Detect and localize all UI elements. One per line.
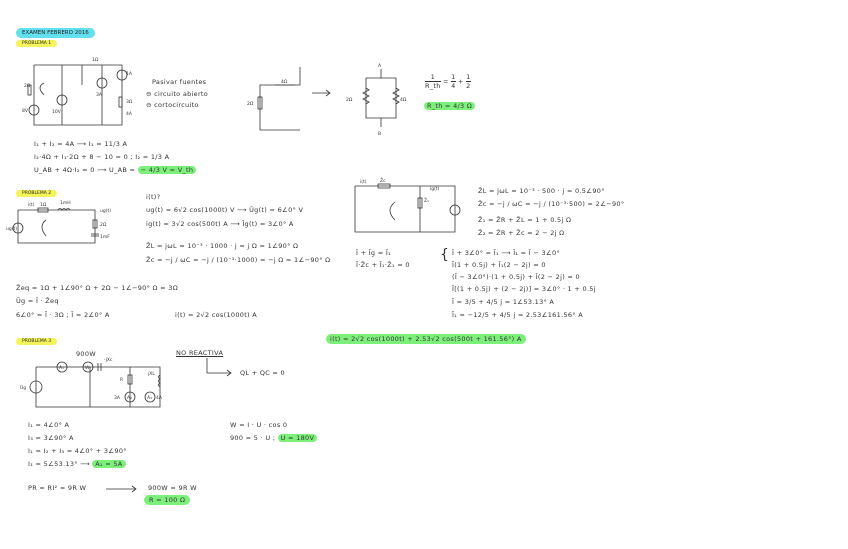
p3-a3-highlight: A₁ = 5A	[92, 460, 125, 468]
svg-text:ig(t): ig(t)	[430, 187, 440, 192]
svg-text:4A: 4A	[126, 112, 132, 117]
p3-power: 900W	[76, 350, 97, 358]
p2-zl2: Z̄L = jωL = 10⁻³ · 500 · j = 0.5∠90°	[478, 187, 605, 195]
rth-frac-a	[451, 73, 455, 90]
svg-text:jXL: jXL	[148, 372, 155, 377]
p3-i3: I₃ = 3∠90° A	[28, 434, 74, 442]
svg-text:i(t): i(t)	[28, 203, 35, 208]
p1-eq3	[34, 166, 196, 174]
svg-text:Ūg: Ūg	[20, 386, 27, 391]
p2-z2: Z̄₂ = Z̄R + Z̄c = 2 − 2j Ω	[478, 229, 565, 237]
p2-ug-eq: Ūg = Ī · Z̄eq	[16, 297, 59, 305]
p3-r-highlight: R = 100 Ω	[144, 495, 190, 505]
rth-result-highlight: R_th = 4/3 Ω	[424, 102, 475, 110]
mesh-arrow-icon	[390, 202, 395, 220]
p3-i1: I₁ = 4∠0° A	[28, 421, 70, 429]
p1-eq2: I₂·4Ω + I₁·2Ω + 8 − 10 = 0 ; I₂ = 1/3 A	[34, 153, 170, 161]
rth-frac-b	[466, 73, 470, 90]
p2-solve: 6∠0° = Ī · 3Ω ; Ī = 2∠0° A	[16, 311, 110, 319]
svg-text:A: A	[378, 64, 382, 69]
p3-ires-text: I₁ = 5∠53.13°	[28, 460, 78, 468]
rth-frac-a-num: 1	[451, 73, 456, 81]
svg-text:1Ω: 1Ω	[40, 203, 47, 208]
rth-frac-a-den: 4	[451, 82, 456, 90]
svg-text:W: W	[85, 366, 90, 371]
svg-text:3A: 3A	[96, 93, 102, 98]
svg-text:10V: 10V	[52, 110, 61, 115]
svg-text:4A: 4A	[156, 396, 162, 401]
rth-frac-b-den: 2	[466, 82, 471, 90]
svg-text:4Ω: 4Ω	[400, 98, 407, 103]
svg-text:1mF: 1mF	[100, 235, 110, 240]
svg-text:A₃: A₃	[147, 396, 152, 401]
p3-ires: I₁ = 5∠53.13° ⟶ A₁ = 5A	[28, 460, 126, 468]
p1-steps-label: Pasivar fuentes	[152, 78, 207, 86]
svg-text:1mH: 1mH	[60, 201, 71, 206]
rth-plus-sign: +	[457, 77, 464, 86]
p3-circuit	[20, 355, 170, 415]
p2-circuit-1	[6, 198, 111, 248]
svg-text:4Ω: 4Ω	[281, 80, 288, 85]
p2-given-t0: i(t)?	[146, 193, 161, 201]
p1-parallel-resistors	[346, 63, 411, 138]
svg-text:2Ω: 2Ω	[346, 98, 353, 103]
svg-text:-jXc: -jXc	[104, 358, 113, 363]
circled-minus-icon: ⊖	[146, 101, 152, 109]
p2-kvl: Ī·Z̄c + Ī₁·Z̄₁ = 0	[356, 261, 410, 269]
p1-eq3-text: U_AB + 4Ω·I₂ = 0 ⟶ U_AB =	[34, 166, 136, 174]
p1-eq1: I₁ + I₂ = 4A ⟶ I₁ = 11/3 A	[34, 140, 128, 148]
p2-zl1: Z̄L = jωL = 10⁻³ · 1000 · j = j Ω = 1∠90° Ω	[146, 242, 299, 250]
svg-text:A₂: A₂	[127, 396, 132, 401]
problem-3-label: PROBLEMA 3	[16, 338, 57, 345]
problem-2-label: PROBLEMA 2	[16, 190, 57, 197]
p1-vth-highlight: − 4/3 V = V_th	[138, 166, 197, 174]
exam-title: EXAMEN FEBRERO 2016	[16, 28, 95, 38]
rth-frac-b-num: 1	[466, 73, 471, 81]
p1-step-open	[146, 90, 208, 98]
rth-lhs	[425, 73, 441, 90]
p2-final-highlight: i(t) = 2√2 cos(1000t) + 2.53√2 cos(500t + 161.56°) A	[326, 334, 526, 344]
svg-text:A₁: A₁	[59, 366, 64, 371]
circled-minus-icon: ⊖	[146, 90, 152, 98]
svg-text:i(t): i(t)	[360, 180, 367, 185]
p1-passive-circuit	[247, 65, 305, 135]
svg-text:Z̄₁: Z̄₁	[424, 199, 429, 204]
p1-step-short-text: cortocircuito	[154, 101, 199, 109]
p2-sys4: Ī[(1 + 0.5j) + (2 − 2j)] = 3∠0° · 1 + 0.5j	[452, 285, 596, 293]
problem-1-label: PROBLEMA 1	[16, 40, 57, 47]
p1-rth-formula	[425, 73, 471, 90]
p2-z1: Z̄₁ = Z̄R + Z̄L = 1 + 0.5j Ω	[478, 216, 572, 224]
p2-zc2: Z̄c = −j / ωC = −j / (10⁻³·500) = 2∠−90°	[478, 200, 625, 208]
p3-no-reactiva: NO REACTIVA	[176, 349, 224, 357]
svg-text:2Ω: 2Ω	[247, 102, 254, 107]
rth-lhs-den: R_th	[425, 82, 441, 90]
rth-lhs-num: 1	[425, 73, 441, 82]
svg-text:3A: 3A	[114, 396, 120, 401]
p3-w-eq: W = I · U · cos 0	[230, 421, 288, 429]
p3-w-num-text: 900 = 5 · U ;	[230, 434, 276, 442]
p1-rth-result	[424, 102, 475, 110]
p1-step-short	[146, 101, 199, 109]
mesh-arrow-icon	[42, 220, 46, 236]
rth-eq-sign: =	[443, 77, 449, 86]
arrow-right-icon	[312, 90, 332, 96]
svg-text:ug(t): ug(t)	[100, 209, 111, 214]
p2-given-ug: ug(t) = 6√2 cos(1000t) V ⟶ Ūg(t) = 6∠0° V	[146, 206, 304, 214]
svg-text:2Ω: 2Ω	[100, 223, 107, 228]
p2-zeq: Z̄eq = 1Ω + 1∠90° Ω + 2Ω − 1∠−90° Ω = 3Ω	[16, 284, 178, 292]
mesh-arrow-icon	[40, 83, 44, 95]
p2-sys6: Ī₁ = −12/5 + 4/5 j = 2.53∠161.56° A	[452, 311, 583, 319]
p3-isum: I₁ = I₂ + I₃ = 4∠0° + 3∠90°	[28, 447, 127, 455]
p3-pr-eq2: 900W = 9R W	[148, 484, 197, 492]
p2-solve-i: i(t) = 2√2 cos(1000t) A	[175, 311, 257, 319]
p2-sys5: Ī = 3/5 + 4/5 j = 1∠53.13° A	[452, 298, 555, 306]
p2-kcl: Ī + Īg = Ī₁	[356, 249, 391, 257]
p3-pr-eq: PR = RI² = 9R W	[28, 484, 87, 492]
p2-circuit-2	[350, 180, 460, 240]
arrow-down-right-icon	[205, 358, 235, 378]
p2-sys1: Ī + 3∠0° = Ī₁ ⟶ Ī₁ = Ī − 3∠0°	[452, 249, 561, 257]
p2-sys-brace: {	[440, 247, 450, 263]
svg-text:ug(t): ug(t)	[6, 227, 17, 232]
p3-u-highlight: U = 180V	[278, 434, 318, 442]
p2-sys3: (Ī − 3∠0°)·(1 + 0.5j) + Ī(2 − 2j) = 0	[452, 273, 580, 281]
svg-text:2Ω: 2Ω	[24, 84, 31, 89]
p2-sys2: Ī(1 + 0.5j) + Ī₁(2 − 2j) = 0	[452, 261, 546, 269]
svg-text:1A: 1A	[126, 72, 132, 77]
svg-text:B: B	[378, 132, 382, 137]
svg-text:8V: 8V	[22, 109, 28, 114]
p3-r-result	[144, 496, 190, 504]
arrow-right-icon	[106, 486, 138, 492]
p2-zc1: Z̄c = −j / ωC = −j / (10⁻³·1000) = −j Ω = 1∠−90° Ω	[146, 256, 331, 264]
p2-given-ig: ig(t) = 3√2 cos(500t) A ⟶ Īg(t) = 3∠0° A	[146, 220, 294, 228]
p3-w-num	[230, 434, 317, 442]
p1-main-circuit	[22, 55, 132, 130]
p1-step-open-text: circuito abierto	[154, 90, 209, 98]
p3-ql-qc: QL + QC = 0	[240, 369, 285, 377]
svg-text:Z̄c: Z̄c	[380, 179, 386, 184]
svg-text:3Ω: 3Ω	[126, 100, 133, 105]
svg-text:R: R	[120, 378, 124, 383]
p2-final	[326, 335, 526, 343]
svg-text:1Ω: 1Ω	[92, 58, 99, 63]
